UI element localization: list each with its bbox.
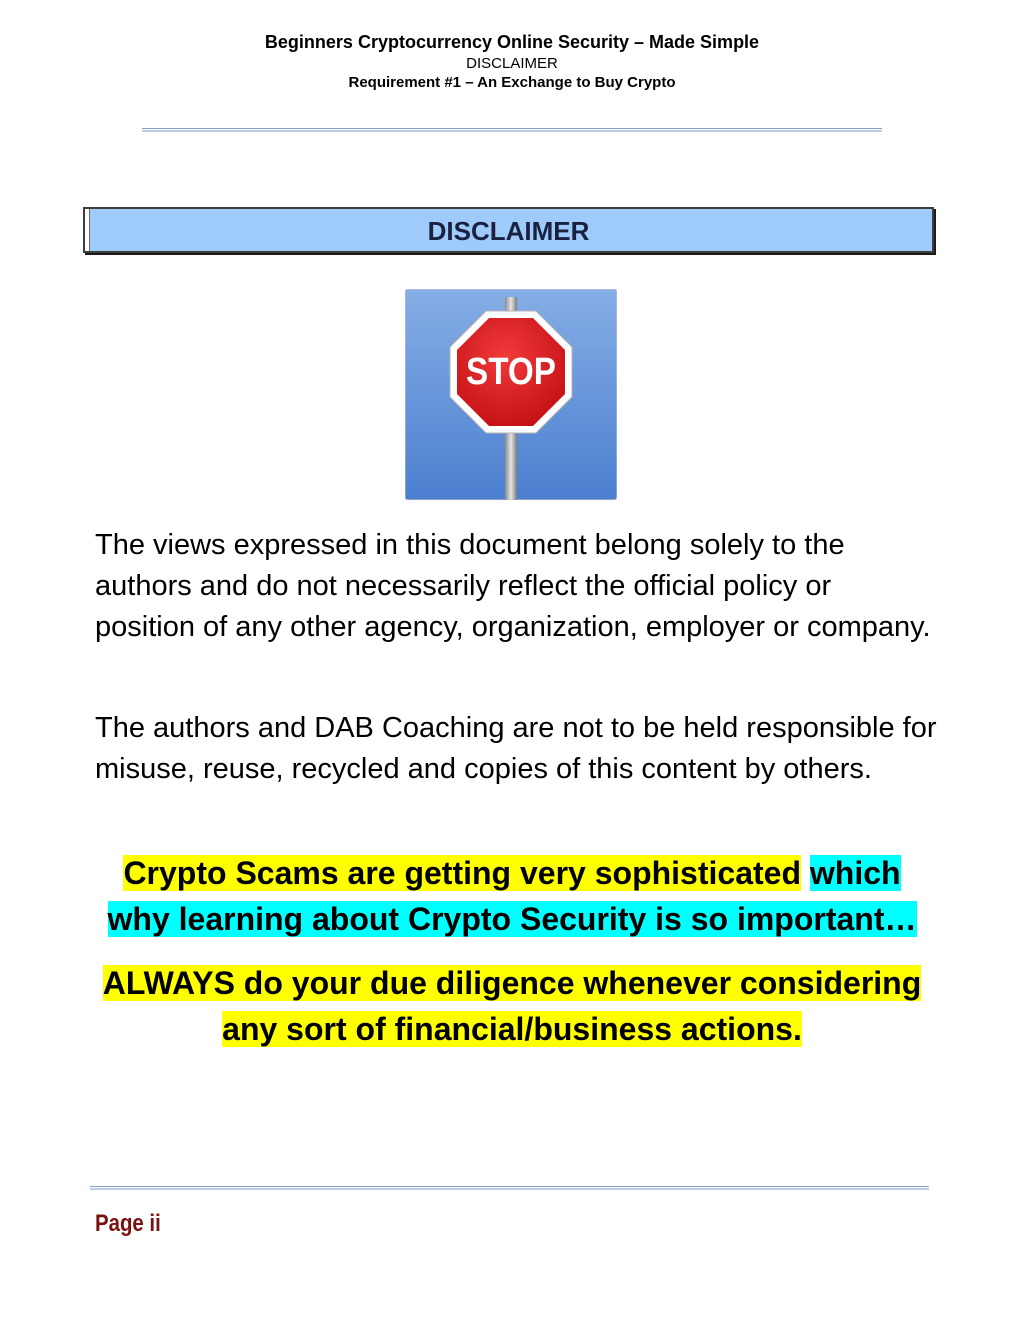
chapter-label: Requirement #1 – An Exchange to Buy Crypto <box>348 74 676 91</box>
stop-sign-icon <box>405 289 617 500</box>
disclaimer-paragraph-responsibility: The authors and DAB Coaching are not to be held responsible for misuse, reuse, recycled and copies of this content by others. <box>95 712 937 785</box>
stop-sign-text: STOP <box>466 351 556 393</box>
banner-title: DISCLAIMER <box>427 216 590 246</box>
section-label: DISCLAIMER <box>466 55 558 72</box>
section-banner <box>83 207 934 253</box>
disclaimer-paragraph-views: The views expressed in this document belong solely to the authors and do not necessarily reflect the official policy or position of any other agency, organization, employer or company. <box>95 529 931 643</box>
page-number: Page ii <box>95 1210 161 1237</box>
footer-divider <box>90 1186 929 1190</box>
due-diligence-line1: ALWAYS do your due diligence whenever considering <box>102 965 922 1001</box>
scams-warning <box>0 850 1024 942</box>
running-header <box>0 30 1024 93</box>
document-title: Beginners Cryptocurrency Online Security – Made Simple <box>264 32 760 52</box>
scams-warning-part2-b: why learning about Crypto Security is so important… <box>107 901 917 937</box>
due-diligence-line2: any sort of financial/business actions. <box>222 1011 802 1047</box>
scams-warning-part1: Crypto Scams are getting very sophisticated <box>123 855 801 891</box>
scams-warning-part2-a: which <box>809 855 901 891</box>
header-divider <box>142 128 882 132</box>
due-diligence-warning <box>0 960 1024 1052</box>
